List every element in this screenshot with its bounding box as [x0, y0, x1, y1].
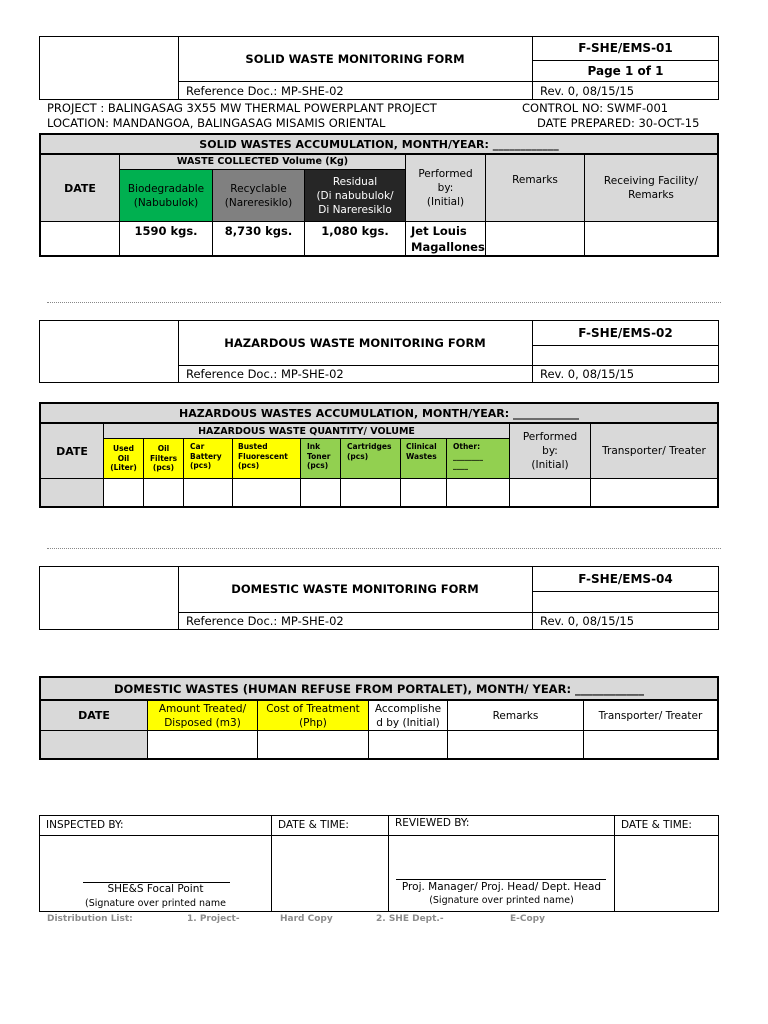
- text: (Initial): [531, 459, 569, 471]
- text: (Php): [299, 716, 327, 729]
- control-number: CONTROL NO: SWMF-001: [522, 101, 669, 115]
- divider: [119, 169, 405, 170]
- domestic-col-accomplished: [369, 701, 447, 730]
- solid-col-biodegradable: [120, 170, 212, 221]
- solid-row-performed: [411, 223, 485, 255]
- solid-row-residual: 1,080 kgs.: [321, 224, 389, 238]
- hazardous-col-clinical: [401, 439, 446, 478]
- divider: [212, 169, 213, 257]
- text: Biodegradable: [127, 182, 205, 195]
- domestic-col-remarks: Remarks: [492, 709, 539, 722]
- hazardous-row-date: [41, 479, 103, 506]
- text: Filters: [149, 453, 178, 463]
- text: by:: [437, 182, 454, 194]
- hazardous-col-performed: [510, 424, 590, 478]
- text: (pcs): [152, 463, 175, 473]
- text: Jet Louis: [411, 224, 467, 238]
- text: Recyclable: [230, 182, 287, 195]
- solid-col-remarks-fill: [486, 205, 584, 221]
- domestic-col-cost: [258, 701, 368, 730]
- inspected-by-label: INSPECTED BY:: [46, 819, 124, 831]
- distribution-item-project: 1. Project-: [187, 914, 240, 924]
- text: Fluorescent: [238, 451, 288, 461]
- solid-form-title: SOLID WASTE MONITORING FORM: [245, 51, 465, 66]
- divider: [340, 438, 341, 508]
- domestic-revision: Rev. 0, 08/15/15: [540, 614, 635, 628]
- text: Clinical: [406, 442, 437, 451]
- focal-point-label: SHE&S Focal Point: [107, 883, 204, 895]
- solid-row-recyclable: 8,730 kgs.: [224, 224, 293, 238]
- hazardous-col-ink-toner: [301, 439, 340, 478]
- hazardous-col-car-battery: [184, 439, 232, 478]
- solid-form-code: F-SHE/EMS-01: [578, 41, 673, 55]
- domestic-accumulation-title: DOMESTIC WASTES (HUMAN REFUSE FROM PORTALET), MONTH/ YEAR: ____________: [41, 678, 717, 699]
- domestic-col-transporter: Transporter/ Treater: [598, 709, 703, 722]
- hazardous-col-cartridges: [341, 439, 400, 478]
- divider: [590, 422, 591, 508]
- hazardous-revision: Rev. 0, 08/15/15: [540, 367, 635, 381]
- hazardous-col-other: [447, 439, 509, 478]
- domestic-col-amount: [148, 701, 257, 730]
- divider: [509, 422, 510, 508]
- text: Ink: [307, 442, 321, 451]
- divider: [39, 478, 719, 479]
- divider: [532, 591, 719, 592]
- text: Other:: [453, 442, 481, 451]
- text: Cartridges: [347, 442, 392, 451]
- divider: [400, 438, 401, 508]
- text: Magallones: [411, 240, 485, 254]
- text: Performed: [522, 431, 578, 443]
- divider: [485, 153, 486, 257]
- domestic-row-date: [41, 731, 147, 758]
- divider: [405, 153, 406, 257]
- text: (pcs): [307, 461, 329, 470]
- domestic-form-code: F-SHE/EMS-04: [578, 571, 673, 586]
- reviewed-by-label: REVIEWED BY:: [395, 817, 470, 829]
- text: Battery: [190, 451, 222, 461]
- text: Performed: [418, 168, 473, 180]
- text: (Initial): [426, 196, 465, 208]
- date-time-label-1: DATE & TIME:: [278, 819, 349, 831]
- text: ____: [453, 461, 468, 470]
- distribution-item-hard-copy: Hard Copy: [280, 914, 333, 924]
- solid-accumulation-title: SOLID WASTES ACCUMULATION, MONTH/YEAR: ____________: [41, 135, 717, 153]
- text: Busted: [238, 442, 268, 451]
- text: Disposed (m3): [164, 716, 241, 729]
- solid-col-residual: [305, 170, 405, 221]
- date-prepared: DATE PREPARED: 30-OCT-15: [537, 116, 700, 130]
- project-line: PROJECT : BALINGASAG 3X55 MW THERMAL POWERPLANT PROJECT: [47, 101, 437, 115]
- text: Wastes: [406, 451, 437, 461]
- text: Cost of Treatment: [266, 702, 360, 715]
- domestic-form-title: DOMESTIC WASTE MONITORING FORM: [231, 582, 479, 596]
- hazardous-reference-doc: Reference Doc.: MP-SHE-02: [186, 367, 344, 381]
- text: Amount Treated/: [158, 702, 247, 715]
- text: Used: [112, 444, 134, 454]
- solid-col-remarks: Remarks: [486, 155, 584, 205]
- hazardous-col-used-oil: [104, 439, 143, 478]
- hazardous-form-title: HAZARDOUS WASTE MONITORING FORM: [224, 335, 486, 350]
- text: Oil: [117, 453, 130, 463]
- text: ________: [453, 451, 483, 461]
- text: by:: [542, 445, 558, 457]
- text: (pcs): [347, 451, 369, 461]
- text: d by (Initial): [376, 716, 440, 729]
- hazardous-col-quantity: HAZARDOUS WASTE QUANTITY/ VOLUME: [104, 424, 509, 438]
- text: Car: [190, 442, 205, 451]
- signature-line-2: [396, 879, 606, 880]
- divider: [300, 438, 301, 508]
- divider: [304, 169, 305, 257]
- solid-revision: Rev. 0, 08/15/15: [540, 83, 635, 98]
- text: (Nabubulok): [133, 196, 199, 209]
- hazardous-col-oil-filters: [144, 439, 183, 478]
- text: (pcs): [238, 461, 260, 470]
- divider: [532, 345, 719, 346]
- divider: [614, 815, 615, 912]
- separator: [47, 302, 721, 303]
- distribution-item-ecopy: E-Copy: [510, 914, 545, 924]
- text: Oil: [157, 444, 170, 454]
- date-time-label-2: DATE & TIME:: [621, 819, 692, 831]
- divider: [103, 438, 509, 439]
- text: Remarks: [628, 189, 674, 201]
- solid-row-biodegradable: 1590 kgs.: [134, 224, 198, 238]
- solid-col-performed: [406, 155, 485, 221]
- hazardous-col-busted-fluorescent: [233, 439, 300, 478]
- solid-col-recyclable: [213, 170, 304, 221]
- text: Di Nareresiklo: [318, 203, 392, 216]
- text: (pcs): [190, 461, 212, 470]
- text: Residual: [332, 175, 378, 188]
- distribution-label: Distribution List:: [47, 914, 133, 924]
- solid-reference-doc: Reference Doc.: MP-SHE-02: [186, 83, 344, 98]
- hazardous-accumulation-title: HAZARDOUS WASTES ACCUMULATION, MONTH/YEAR: ____________: [41, 404, 717, 422]
- distribution-item-she: 2. SHE Dept.-: [376, 914, 444, 924]
- divider: [183, 438, 184, 508]
- hazardous-col-date: DATE: [41, 424, 103, 478]
- text: (Di nabubulok/: [316, 189, 394, 202]
- text: Toner: [307, 451, 331, 461]
- text: (Nareresiklo): [224, 196, 293, 209]
- divider: [143, 438, 144, 508]
- hazardous-col-transporter: Transporter/ Treater: [591, 424, 717, 478]
- text: (Liter): [110, 463, 137, 473]
- divider: [446, 438, 447, 508]
- signature-note-2: (Signature over printed name): [429, 895, 574, 906]
- domestic-reference-doc: Reference Doc.: MP-SHE-02: [186, 614, 344, 628]
- divider: [584, 153, 585, 257]
- domestic-col-date: DATE: [41, 701, 147, 730]
- divider: [39, 835, 719, 836]
- divider: [103, 422, 104, 508]
- hazardous-form-code: F-SHE/EMS-02: [578, 325, 673, 340]
- manager-label: Proj. Manager/ Proj. Head/ Dept. Head: [401, 881, 602, 893]
- text: Receiving Facility/: [603, 175, 699, 187]
- solid-page-number: Page 1 of 1: [587, 63, 664, 78]
- solid-col-facility: [585, 155, 717, 221]
- divider: [271, 815, 272, 912]
- separator: [47, 548, 721, 549]
- divider: [232, 438, 233, 508]
- solid-col-collected: WASTE COLLECTED Volume (Kg): [120, 155, 405, 169]
- text: Accomplishe: [374, 702, 442, 715]
- solid-col-date: DATE: [41, 155, 119, 221]
- location-line: LOCATION: MANDANGOA, BALINGASAG MISAMIS ORIENTAL: [47, 116, 386, 130]
- signature-note-1: (Signature over printed name: [85, 898, 226, 909]
